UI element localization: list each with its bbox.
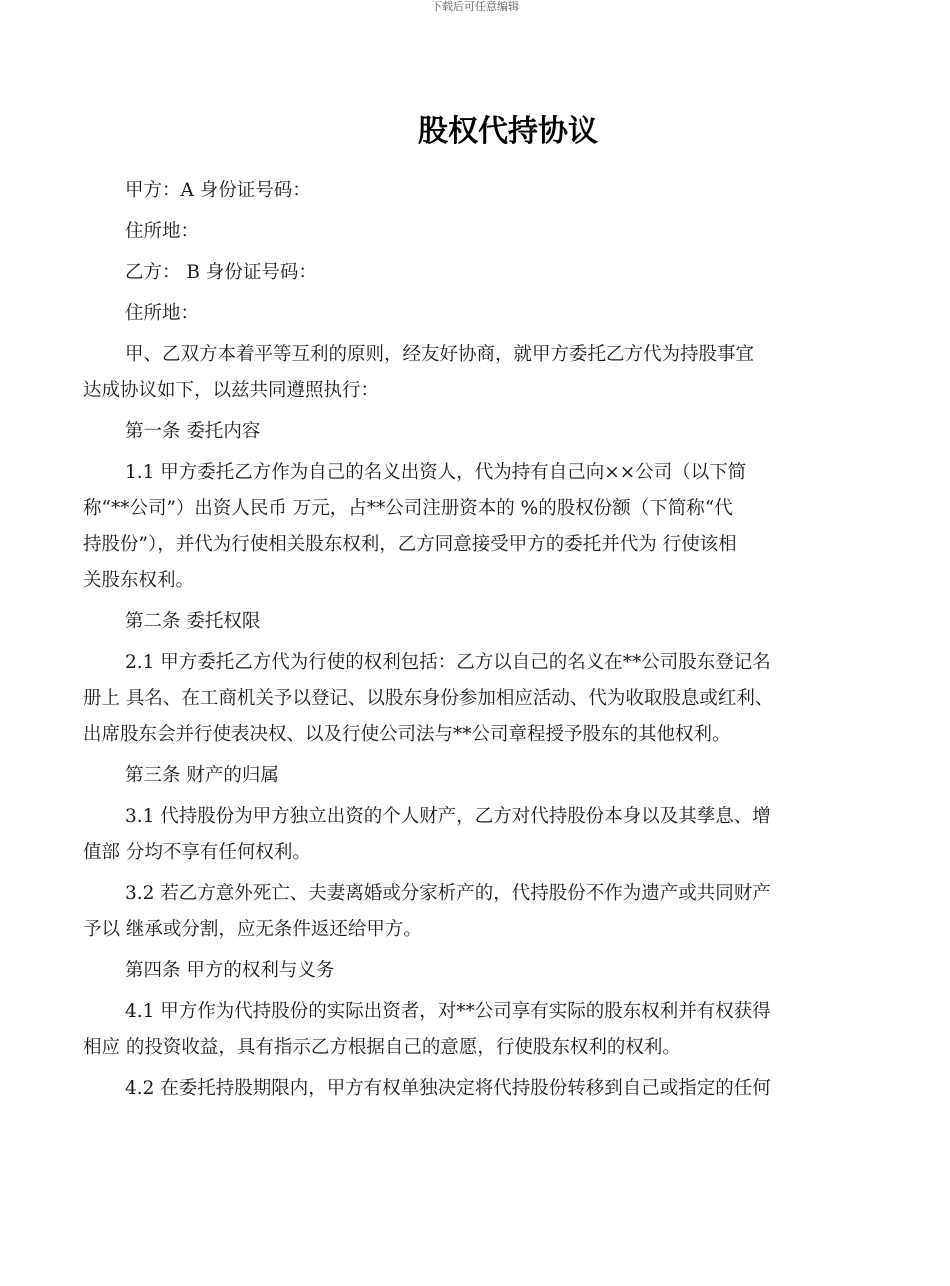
paragraph-line: 第三条 财产的归属: [125, 765, 279, 786]
paragraph-line: 3.2 若乙方意外死亡、夫妻离婚或分家析产的，代持股份不作为遗产或共同财产: [125, 883, 771, 904]
paragraph-line: 住所地：: [125, 221, 200, 242]
paragraph-line: 值部 分均不享有任何权利。: [83, 842, 311, 863]
paragraph: [83, 994, 873, 1071]
paragraph-gap: [83, 1107, 873, 1112]
paragraph-line: 住所地：: [125, 303, 200, 324]
paragraph-line: 第四条 甲方的权利与义务: [125, 960, 335, 981]
paragraph: [83, 799, 873, 876]
paragraph-line: 相应 的投资收益，具有指示乙方根据自己的意愿，行使股东权利的权利。: [83, 1037, 681, 1058]
paragraph-line: 予以 继承或分割，应无条件返还给甲方。: [83, 919, 422, 940]
paragraph: [83, 604, 873, 645]
paragraph: [83, 645, 873, 758]
paragraph: [83, 214, 873, 255]
paragraph: [83, 876, 873, 953]
paragraph-line: 4.1 甲方作为代持股份的实际出资者，对**公司享有实际的股东权利并有权获得: [125, 1001, 771, 1022]
paragraph: [83, 953, 873, 994]
paragraph-line: 关股东权利。: [83, 570, 195, 591]
paragraph-line: 称“**公司”）出资人民币 万元，占**公司注册资本的 %的股权份额（下简称“代: [83, 498, 733, 519]
paragraph: [83, 758, 873, 799]
paragraph-line: 3.1 代持股份为甲方独立出资的个人财产，乙方对代持股份本身以及其孳息、增: [125, 806, 771, 827]
paragraph-line: 第二条 委托权限: [125, 611, 261, 632]
paragraph-line: 持股份”），并代为行使相关股东权利，乙方同意接受甲方的委托并代为 行使该相: [83, 534, 737, 555]
paragraph-line: 1.1 甲方委托乙方作为自己的名义出资人，代为持有自己向××公司（以下简: [125, 462, 747, 483]
paragraph-line: 出席股东会并行使表决权、以及行使公司法与**公司章程授予股东的其他权利。: [83, 724, 731, 745]
paragraph-line: 第一条 委托内容: [125, 421, 261, 442]
paragraph: [83, 296, 873, 337]
paragraph: [83, 1071, 873, 1112]
header-note: 下载后可任意编辑: [431, 0, 519, 13]
paragraph-line: 甲、乙双方本着平等互利的原则，经友好协商，就甲方委托乙方代为持股事宜: [125, 344, 755, 365]
paragraph-line: 2.1 甲方委托乙方代为行使的权利包括：乙方以自己的名义在**公司股东登记名: [125, 652, 771, 673]
paragraph: [83, 455, 873, 604]
paragraph: [83, 337, 873, 414]
paragraph-line: 册上 具名、在工商机关予以登记、以股东身份参加相应活动、代为收取股息或红利、: [83, 688, 774, 709]
paragraph-line: 乙方： B 身份证号码：: [125, 262, 317, 283]
document-body: [83, 173, 873, 1112]
paragraph: [83, 255, 873, 296]
document-title: 股权代持协议: [418, 114, 598, 149]
paragraph: [83, 414, 873, 455]
paragraph: [83, 173, 873, 214]
paragraph-line: 甲方：A 身份证号码：: [125, 180, 311, 201]
paragraph-line: 4.2 在委托持股期限内，甲方有权单独决定将代持股份转移到自己或指定的任何: [125, 1078, 771, 1099]
paragraph-line: 达成协议如下，以兹共同遵照执行：: [83, 380, 380, 401]
